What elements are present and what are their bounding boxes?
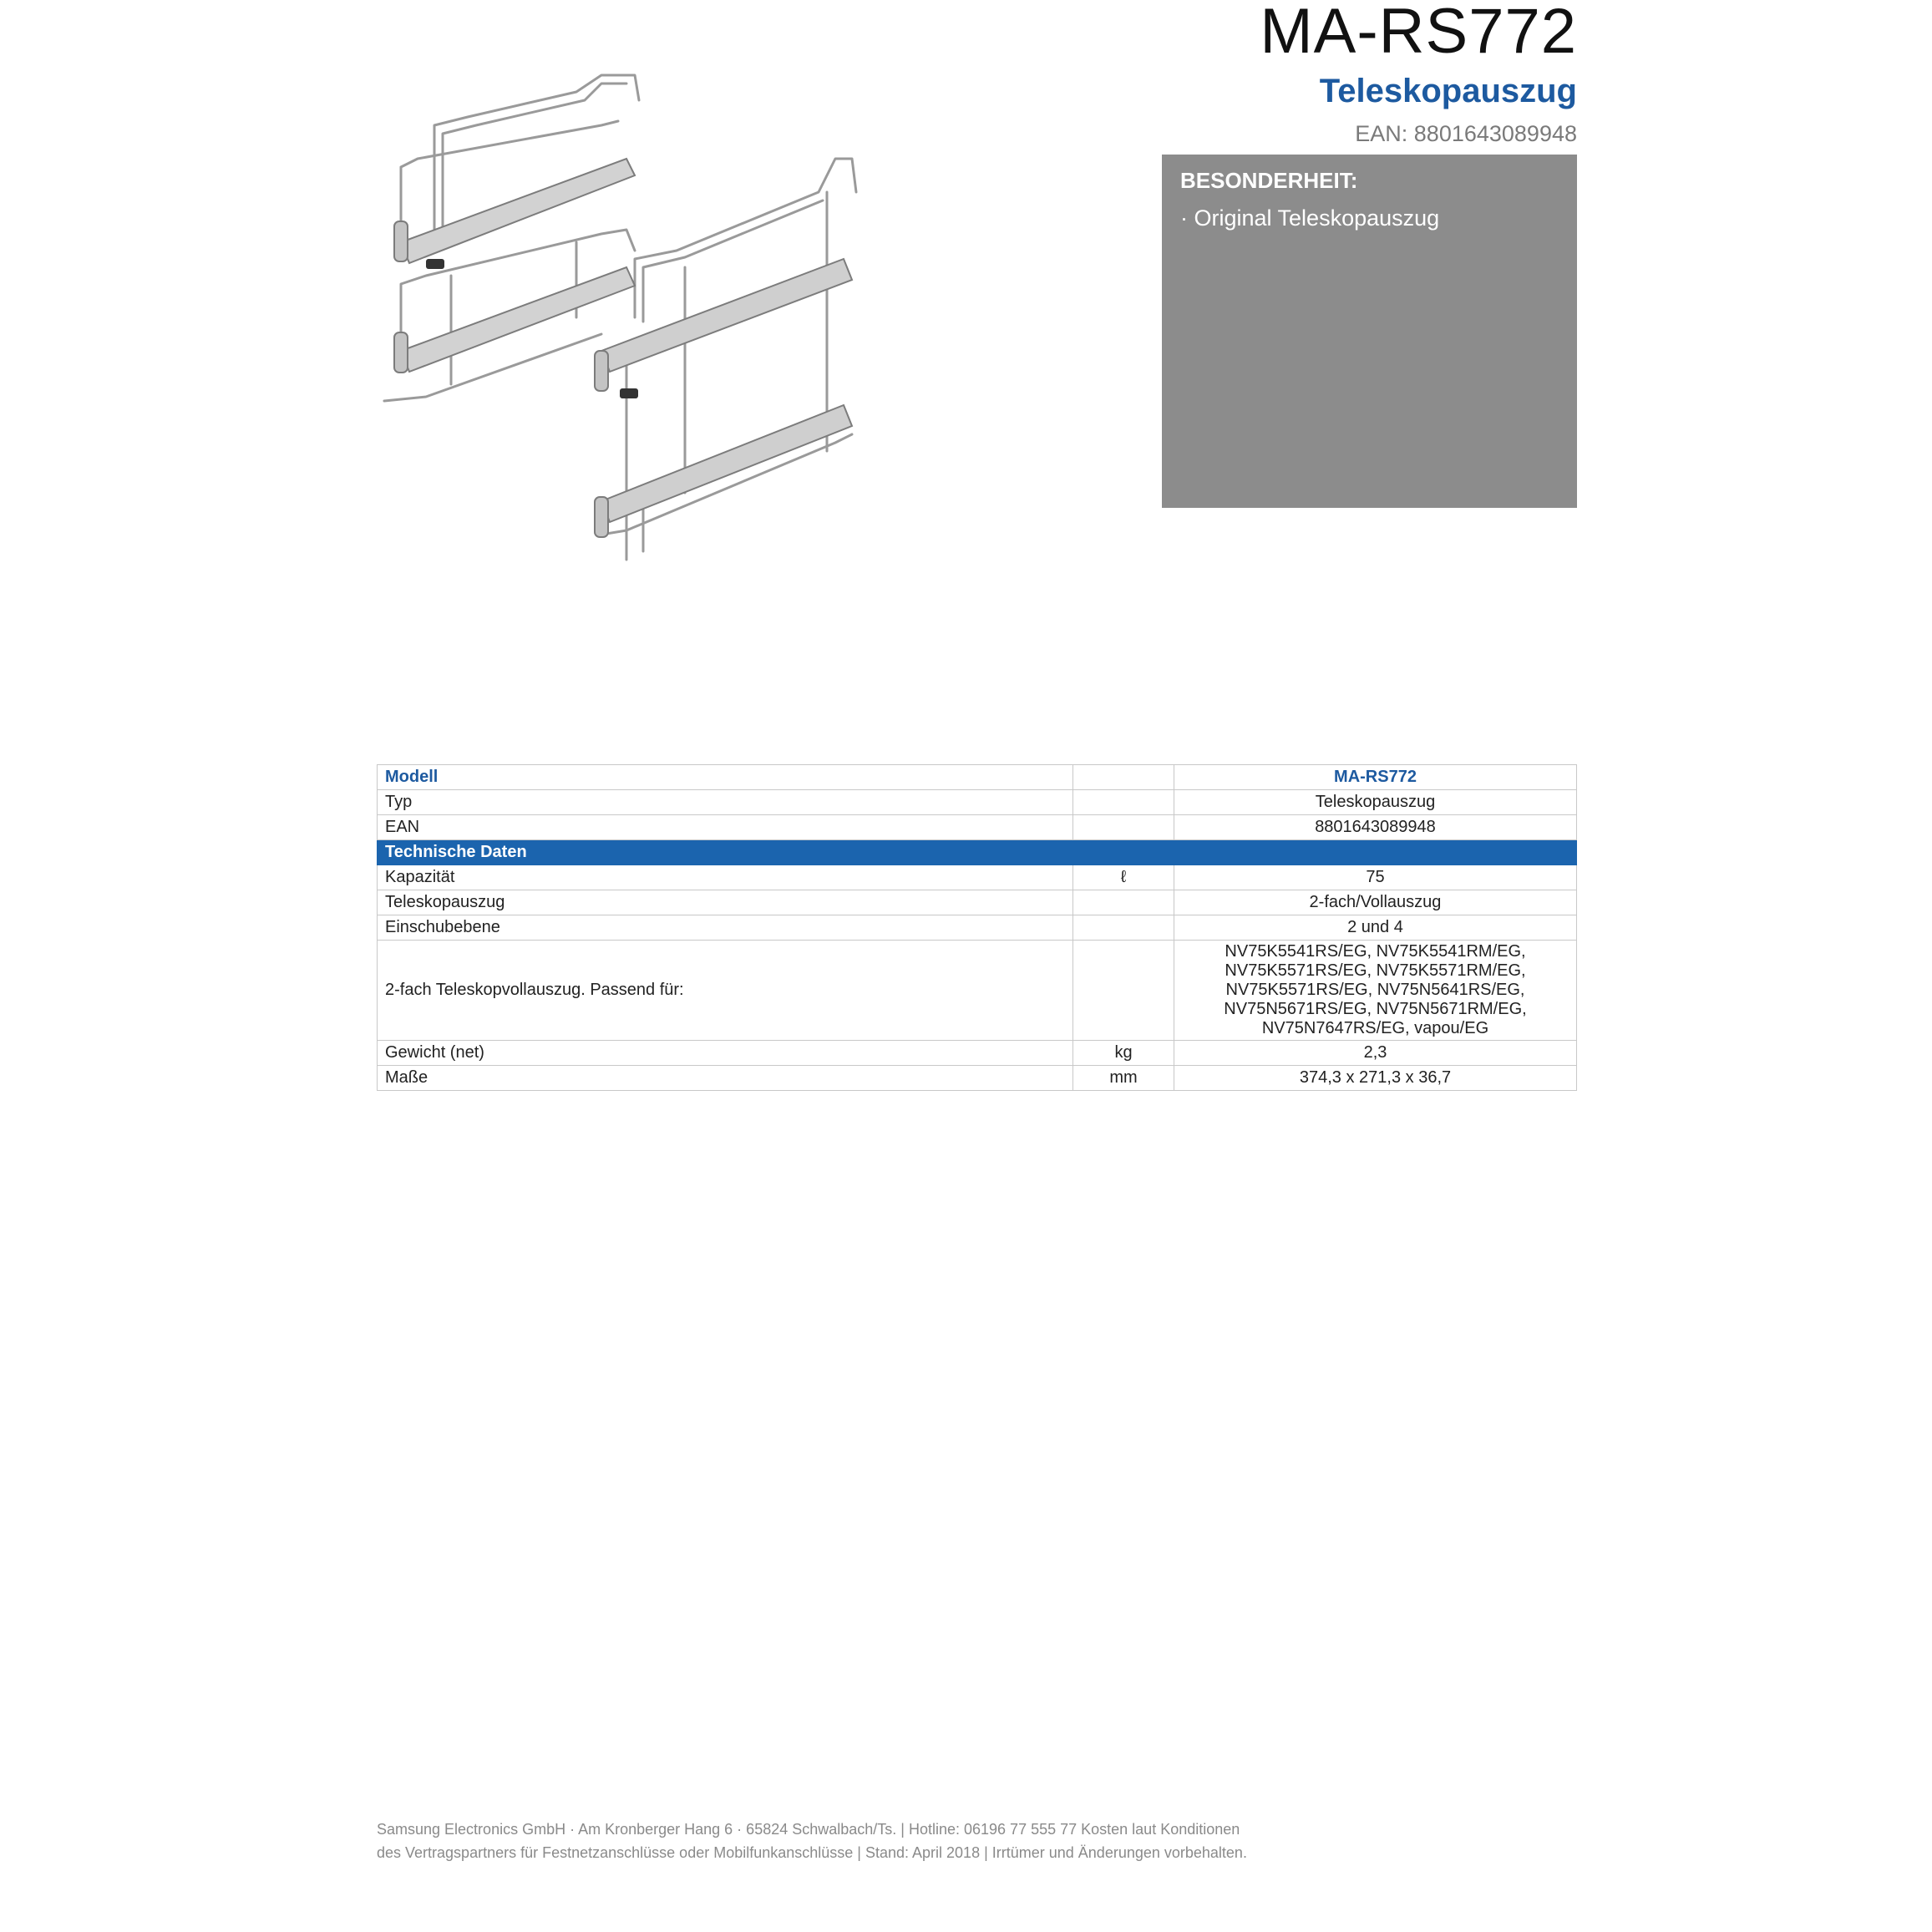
row-value: Teleskopauszug — [1174, 790, 1577, 815]
row-value: 8801643089948 — [1174, 815, 1577, 840]
row-unit: mm — [1073, 1066, 1174, 1091]
row-unit: ℓ — [1073, 865, 1174, 890]
row-unit — [1073, 941, 1174, 1041]
row-label: Gewicht (net) — [378, 1041, 1073, 1066]
feature-box — [1162, 155, 1577, 508]
row-unit — [1073, 790, 1174, 815]
spec-table — [377, 764, 1577, 1091]
row-unit — [1073, 815, 1174, 840]
feature-heading: BESONDERHEIT: — [1180, 168, 1358, 193]
compat-line: NV75N7647RS/EG, vapou/EG — [1261, 1019, 1489, 1037]
table-row — [378, 1041, 1577, 1066]
section-title: Technische Daten — [378, 840, 1073, 865]
compat-line: NV75K5571RS/EG, NV75K5571RM/EG, — [1225, 961, 1526, 980]
footer-line: des Vertragspartners für Festnetzanschlüsse oder Mobilfunkanschlüsse | Stand: April 2018 | Irrtümer und Änderungen vorbehalten. — [377, 1844, 1247, 1861]
row-unit — [1073, 915, 1174, 941]
row-label: Kapazität — [378, 865, 1073, 890]
product-image — [351, 67, 885, 568]
compat-line: NV75K5571RS/EG, NV75N5641RS/EG, — [1225, 981, 1525, 999]
table-header-row — [378, 765, 1577, 790]
compat-models — [1174, 941, 1577, 1041]
table-row — [378, 1066, 1577, 1091]
table-row — [378, 915, 1577, 941]
table-row — [378, 815, 1577, 840]
ean-label: EAN: 8801643089948 — [1355, 121, 1577, 146]
table-row — [378, 890, 1577, 915]
compat-line: NV75K5541RS/EG, NV75K5541RM/EG, — [1225, 942, 1526, 961]
compat-line: NV75N5671RS/EG, NV75N5671RM/EG, — [1224, 1000, 1527, 1018]
row-label: Einschubebene — [378, 915, 1073, 941]
header-label: Modell — [378, 765, 1073, 790]
section-row — [378, 840, 1577, 865]
row-label: EAN — [378, 815, 1073, 840]
row-value: 2-fach/Vollauszug — [1174, 890, 1577, 915]
table-row — [378, 865, 1577, 890]
footer-line: Samsung Electronics GmbH · Am Kronberger Hang 6 · 65824 Schwalbach/Ts. | Hotline: 06196 77 555 77 Kosten laut Konditionen — [377, 1821, 1240, 1838]
table-row — [378, 790, 1577, 815]
row-label: Teleskopauszug — [378, 890, 1073, 915]
row-unit — [1073, 890, 1174, 915]
compat-row — [378, 941, 1577, 1041]
row-label: 2-fach Teleskopvollauszug. Passend für: — [378, 941, 1073, 1041]
row-value: 75 — [1174, 865, 1577, 890]
row-value: 2 und 4 — [1174, 915, 1577, 941]
feature-item: · Original Teleskopauszug — [1180, 205, 1440, 231]
row-value: 374,3 x 271,3 x 36,7 — [1174, 1066, 1577, 1091]
product-type: Teleskopauszug — [1319, 73, 1577, 109]
row-unit: kg — [1073, 1041, 1174, 1066]
model-title: MA-RS772 — [1260, 0, 1577, 67]
row-label: Typ — [378, 790, 1073, 815]
header-unit — [1073, 765, 1174, 790]
header-value: MA-RS772 — [1174, 765, 1577, 790]
row-label: Maße — [378, 1066, 1073, 1091]
footer — [377, 1818, 1588, 1864]
row-value: 2,3 — [1174, 1041, 1577, 1066]
